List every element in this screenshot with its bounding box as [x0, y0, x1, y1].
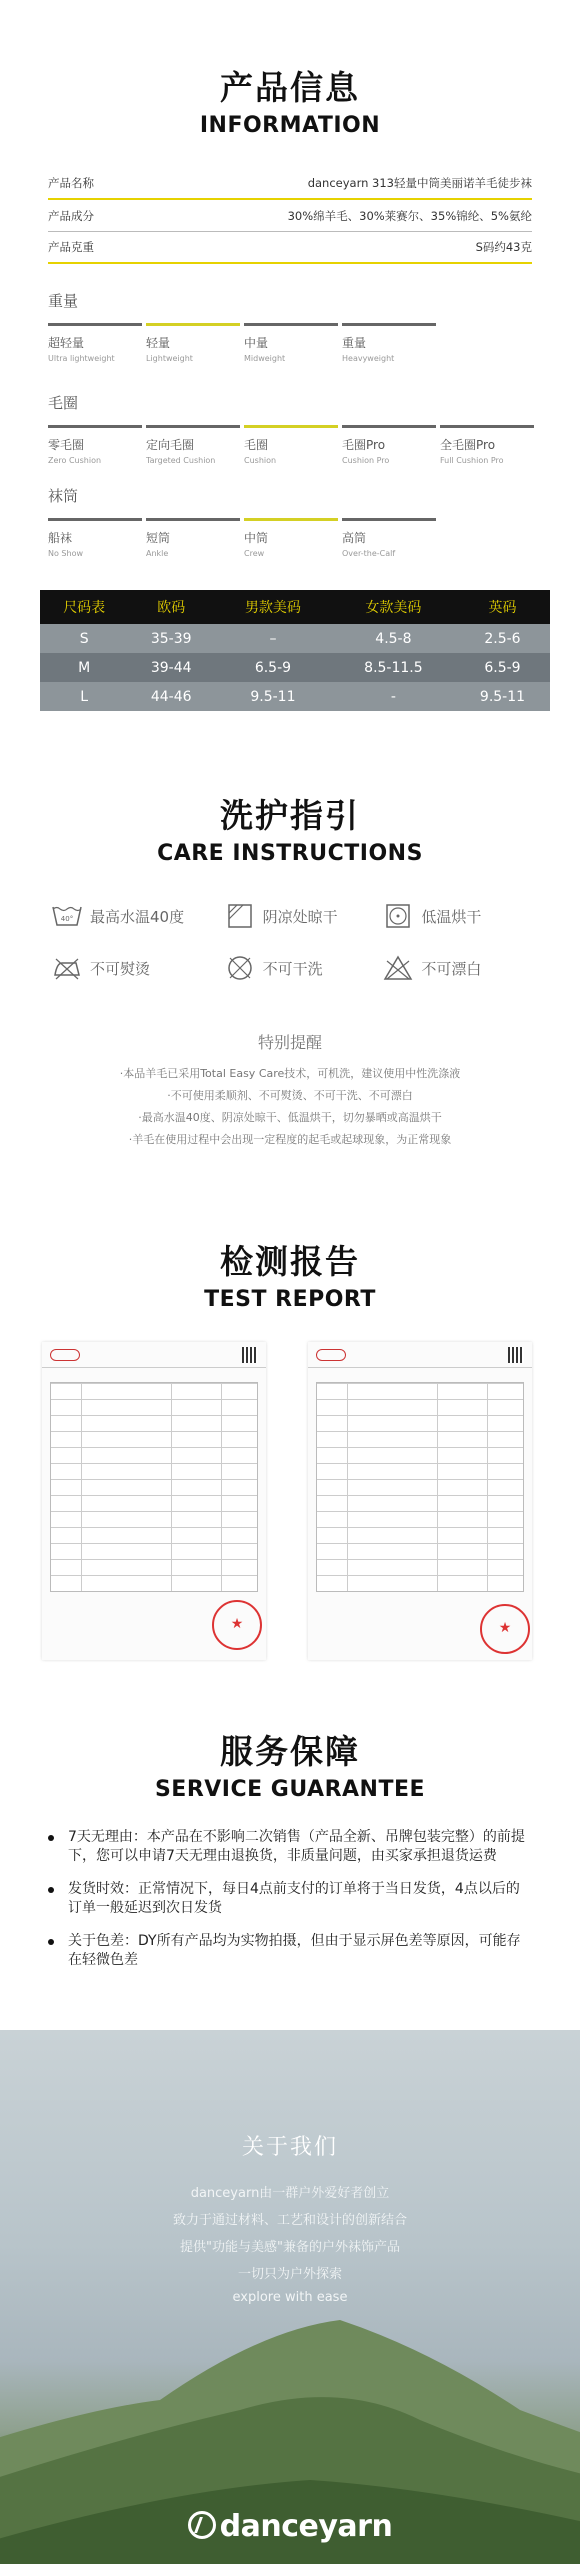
- qr-code-icon: [242, 1347, 258, 1363]
- service-list: [62, 1828, 532, 1984]
- size-cell: L: [40, 682, 128, 711]
- report-section-title: [0, 1236, 580, 1312]
- product-info-table: [48, 168, 532, 264]
- info-value: S码约43克: [475, 240, 532, 254]
- tip-line: ·羊毛在使用过程中会出现一定程度的起毛或起球现象，为正常现象: [128, 1133, 452, 1146]
- special-reminder: [0, 1030, 580, 1151]
- care-text: 不可干洗: [262, 959, 323, 978]
- scale-item-en: Lightweight: [146, 354, 193, 363]
- do-not-dry-clean-icon: [223, 951, 257, 985]
- scale-item: [244, 323, 342, 363]
- care-section-title: [0, 790, 580, 866]
- scale-bar: [244, 323, 338, 326]
- care-text: 不可熨烫: [90, 959, 151, 978]
- size-table-header: [40, 590, 550, 624]
- scale-bar: [146, 425, 240, 428]
- about-line: 致力于通过材料、工艺和设计的创新结合: [172, 2213, 407, 2228]
- care-item: [50, 942, 209, 994]
- tips-title: 特别提醒: [257, 1033, 322, 1052]
- scale-bar: [342, 323, 436, 326]
- scale-item-cn: 毛圈Pro: [342, 438, 386, 452]
- size-cell: M: [40, 653, 128, 682]
- size-cell: 6.5-9: [455, 653, 550, 682]
- table-row: [40, 624, 550, 653]
- scale-bar: [48, 518, 142, 521]
- service-title-en: SERVICE GUARANTEE: [154, 1777, 426, 1802]
- about-line: explore with ease: [232, 2290, 348, 2305]
- scale-item: [342, 518, 440, 558]
- info-key: 产品名称: [48, 176, 94, 190]
- scale-bar: [342, 425, 436, 428]
- test-report-image-1[interactable]: [42, 1342, 266, 1660]
- list-item: 发货时效：正常情况下，每日4点前支付的订单将于当日发货，4点以后的订单一般延迟到次日发货: [62, 1880, 532, 1918]
- tumble-dry-low-icon: [381, 899, 415, 933]
- scale-item-cn: 零毛圈: [48, 438, 85, 452]
- care-title-cn: 洗护指引: [220, 796, 360, 835]
- size-cell: 44-46: [128, 682, 214, 711]
- scale-item-cn: 中量: [244, 336, 269, 350]
- weight-scale: [48, 290, 538, 363]
- service-title-cn: 服务保障: [220, 1732, 360, 1771]
- lab-logo-icon: [50, 1349, 80, 1361]
- scale-bar: [440, 425, 534, 428]
- scale-bar: [48, 323, 142, 326]
- seal-stamp-icon: [212, 1600, 262, 1650]
- info-key: 产品克重: [48, 240, 94, 254]
- size-header-cell: 女款美码: [332, 590, 455, 624]
- info-value: danceyarn 313轻量中筒美丽诺羊毛徒步袜: [307, 176, 532, 190]
- report-table-graphic: [316, 1382, 524, 1592]
- size-cell: 9.5-11: [214, 682, 332, 711]
- report-title-cn: 检测报告: [220, 1242, 360, 1281]
- scale-item-en: Zero Cushion: [48, 456, 102, 465]
- scale-item: [244, 425, 342, 465]
- wash-40-icon: [50, 899, 84, 933]
- report-title-en: TEST REPORT: [204, 1287, 376, 1312]
- about-line: 一切只为户外探索: [237, 2267, 342, 2282]
- size-header-cell: 男款美码: [214, 590, 332, 624]
- scale-item-en: Over-the-Calf: [342, 549, 396, 558]
- info-title-cn: 产品信息: [220, 68, 360, 107]
- size-header-cell: 尺码表: [40, 590, 128, 624]
- scale-bar-active: [244, 518, 338, 521]
- scale-item-cn: 轻量: [146, 336, 171, 350]
- scale-item-en: Cushion Pro: [342, 456, 390, 465]
- scale-label: 毛圈: [48, 394, 79, 412]
- scale-bar-active: [244, 425, 338, 428]
- info-row-name: [48, 168, 532, 200]
- scale-item-en: No Show: [48, 549, 84, 558]
- size-cell: -: [332, 682, 455, 711]
- scale-item: [48, 425, 146, 465]
- scale-item: [244, 518, 342, 558]
- scale-item-en: Heavyweight: [342, 354, 395, 363]
- scale-label: 重量: [48, 292, 79, 310]
- size-cell: 2.5-6: [455, 624, 550, 653]
- size-cell: 39-44: [128, 653, 214, 682]
- cushion-scale: [48, 392, 538, 465]
- scale-item: [342, 425, 440, 465]
- care-title-en: CARE INSTRUCTIONS: [157, 841, 423, 866]
- scale-item-en: Cushion: [244, 456, 277, 465]
- brand-mark-icon: [188, 2511, 216, 2539]
- scale-item: [146, 518, 244, 558]
- about-line: danceyarn由一群户外爱好者创立: [190, 2186, 390, 2201]
- care-text: 阴凉处晾干: [262, 907, 338, 926]
- scale-item: [146, 425, 244, 465]
- test-report-image-2[interactable]: [308, 1342, 532, 1660]
- care-item: [223, 890, 382, 942]
- scale-item: [440, 425, 538, 465]
- scale-item: [342, 323, 440, 363]
- scale-item-en: Full Cushion Pro: [440, 456, 504, 465]
- scale-item-en: Midweight: [244, 354, 286, 363]
- care-item: [50, 890, 209, 942]
- qr-code-icon: [508, 1347, 524, 1363]
- lab-logo-icon: [316, 1349, 346, 1361]
- size-cell: 9.5-11: [455, 682, 550, 711]
- size-cell: 8.5-11.5: [332, 653, 455, 682]
- report-table-graphic: [50, 1382, 258, 1592]
- scale-item-cn: 全毛圈Pro: [440, 438, 496, 452]
- scale-item-en: Ultra lightweight: [48, 354, 115, 363]
- scale-item-cn: 定向毛圈: [146, 438, 195, 452]
- info-title-en: INFORMATION: [199, 113, 381, 138]
- size-cell: 35-39: [128, 624, 214, 653]
- about-us-banner: [0, 2030, 580, 2564]
- size-header-cell: 英码: [455, 590, 550, 624]
- care-item: [381, 942, 540, 994]
- scale-item-cn: 短筒: [146, 531, 171, 545]
- size-cell: 4.5-8: [332, 624, 455, 653]
- brand-logo: [0, 2509, 580, 2544]
- scale-item: [48, 323, 146, 363]
- scale-item-cn: 重量: [342, 336, 367, 350]
- dry-in-shade-icon: [223, 899, 257, 933]
- info-row-material: [48, 200, 532, 232]
- scale-item-cn: 船袜: [48, 531, 73, 545]
- scale-label: 袜筒: [48, 487, 79, 505]
- about-line: 提供"功能与美感"兼备的户外袜饰产品: [180, 2240, 400, 2255]
- seal-stamp-icon: [480, 1604, 530, 1654]
- scale-item-en: Targeted Cushion: [146, 456, 216, 465]
- about-title: 关于我们: [241, 2135, 338, 2160]
- table-row: [40, 682, 550, 711]
- svg-text:40°: 40°: [60, 915, 74, 923]
- scale-bar: [146, 518, 240, 521]
- info-section-title: [0, 62, 580, 138]
- size-cell: –: [214, 624, 332, 653]
- care-item: [381, 890, 540, 942]
- brand-name: danceyarn: [219, 2509, 393, 2544]
- scale-bar-active: [146, 323, 240, 326]
- care-item: [223, 942, 382, 994]
- size-header-cell: 欧码: [128, 590, 214, 624]
- service-section-title: [0, 1726, 580, 1802]
- scale-bar: [48, 425, 142, 428]
- scale-item-cn: 高筒: [342, 531, 367, 545]
- scale-item-en: Ankle: [146, 549, 169, 558]
- scale-item: [146, 323, 244, 363]
- scale-item-en: Crew: [244, 549, 265, 558]
- scale-item-cn: 毛圈: [244, 438, 269, 452]
- size-chart-table: [40, 590, 550, 711]
- size-cell: S: [40, 624, 128, 653]
- care-symbols: [50, 890, 540, 994]
- size-cell: 6.5-9: [214, 653, 332, 682]
- tip-line: ·最高水温40度、阴凉处晾干、低温烘干，切勿暴晒或高温烘干: [138, 1111, 442, 1124]
- care-text: 最高水温40度: [90, 907, 185, 926]
- height-scale: [48, 485, 538, 558]
- info-row-weight: [48, 232, 532, 264]
- list-item: 7天无理由：本产品在不影响二次销售（产品全新、吊牌包装完整）的前提下，您可以申请7天无理由退换货，非质量问题，由买家承担退货运费: [62, 1828, 532, 1866]
- do-not-iron-icon: [50, 951, 84, 985]
- tip-line: ·本品羊毛已采用Total Easy Care技术，可机洗，建议使用中性洗涤液: [119, 1067, 461, 1080]
- info-value: 30%绵羊毛、30%莱赛尔、35%锦纶、5%氨纶: [287, 208, 532, 223]
- scale-item-cn: 超轻量: [48, 336, 85, 350]
- info-key: 产品成分: [48, 208, 94, 223]
- scale-bar: [342, 518, 436, 521]
- care-text: 不可漂白: [421, 959, 482, 978]
- care-text: 低温烘干: [421, 907, 482, 926]
- do-not-bleach-icon: [381, 951, 415, 985]
- tip-line: ·不可使用柔顺剂、不可熨烫、不可干洗、不可漂白: [167, 1089, 413, 1102]
- list-item: 关于色差：DY所有产品均为实物拍摄，但由于显示屏色差等原因，可能存在轻微色差: [62, 1932, 532, 1970]
- table-row: [40, 653, 550, 682]
- scale-item-cn: 中筒: [244, 531, 269, 545]
- scale-item: [48, 518, 146, 558]
